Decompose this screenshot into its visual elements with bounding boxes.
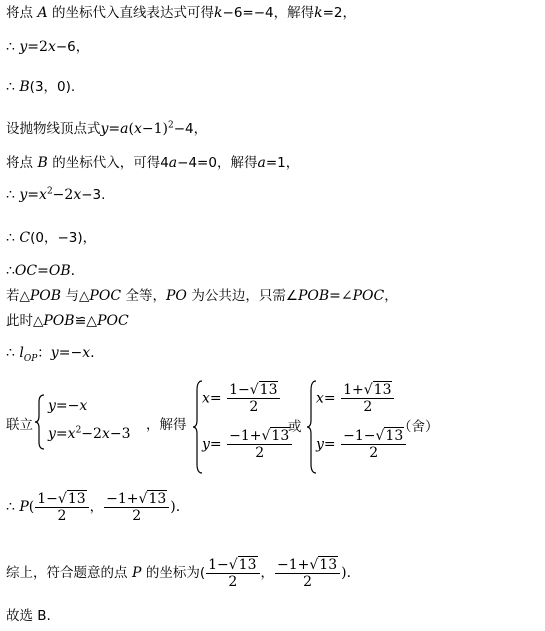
exponent: 2 xyxy=(168,120,174,131)
system-block xyxy=(0,378,545,478)
var: a xyxy=(168,155,178,171)
var: y xyxy=(19,39,28,55)
sqrt: √13 xyxy=(261,428,290,444)
var: P xyxy=(131,565,142,581)
var: a xyxy=(257,155,266,171)
text: 1+ xyxy=(343,382,364,398)
text: 的坐标为( xyxy=(145,565,206,581)
radicand: 13 xyxy=(238,556,257,573)
equation-row xyxy=(48,426,130,442)
text: . xyxy=(90,345,95,361)
fraction xyxy=(104,491,169,524)
text: 1− xyxy=(229,382,250,398)
var: POB xyxy=(297,288,330,304)
denominator: 2 xyxy=(303,573,313,590)
or-label: 或 xyxy=(288,419,302,435)
numerator xyxy=(341,382,394,399)
text: ( xyxy=(28,499,35,515)
radicand: 13 xyxy=(271,428,290,444)
fraction xyxy=(35,491,88,524)
text: = xyxy=(55,426,68,442)
text: . xyxy=(70,263,76,279)
denominator: 2 xyxy=(363,399,373,415)
therefore: ∴ xyxy=(6,499,15,515)
var: POB xyxy=(29,288,62,304)
var: OC xyxy=(14,263,38,279)
text: ). xyxy=(341,565,352,581)
sqrt: √13 xyxy=(249,382,278,398)
text: = xyxy=(209,436,222,453)
text: ). xyxy=(170,499,181,515)
text: =− xyxy=(55,398,80,414)
var: x xyxy=(101,426,110,442)
sqrt: √13 xyxy=(363,382,392,398)
therefore: ∴ xyxy=(6,263,15,279)
solution-two xyxy=(306,380,406,474)
line-parabola xyxy=(6,186,105,204)
text: −2 xyxy=(52,187,74,203)
exponent: 2 xyxy=(46,186,53,197)
line-conclusion xyxy=(6,553,351,593)
var: x xyxy=(67,426,76,442)
var: x xyxy=(47,39,56,55)
subscript: OP xyxy=(23,353,38,364)
text: = xyxy=(323,436,336,453)
var: x xyxy=(202,390,210,407)
radicand: 13 xyxy=(319,556,338,573)
text: = xyxy=(27,187,40,203)
text: = xyxy=(37,263,49,279)
text: ， xyxy=(260,565,274,581)
exponent: 2 xyxy=(75,425,82,436)
numerator xyxy=(275,557,340,574)
equation-row xyxy=(48,398,87,414)
therefore: ∴ xyxy=(6,345,15,361)
text: =− xyxy=(58,345,83,361)
var: POC xyxy=(89,288,122,304)
line-congruent xyxy=(6,312,129,330)
var: x xyxy=(39,187,47,203)
var: y xyxy=(202,436,210,453)
var: y xyxy=(19,187,28,203)
text: −1+ xyxy=(229,428,262,444)
sqrt: √13 xyxy=(138,490,167,507)
text: −1+ xyxy=(106,490,139,507)
solve-label: ，解得 xyxy=(146,417,187,433)
text: 的坐标代入，可得4 xyxy=(52,155,169,171)
line-oc-ob xyxy=(6,262,75,280)
radicand: 13 xyxy=(67,490,86,507)
reject-label: （舍） xyxy=(398,419,439,435)
sqrt: √13 xyxy=(57,490,86,507)
text: −3 xyxy=(109,426,131,442)
line-point-p xyxy=(6,487,180,527)
text: 为公共边，只需∠ xyxy=(191,288,298,304)
text: 全等， xyxy=(125,288,166,304)
solution-row-y xyxy=(316,428,407,461)
text: = xyxy=(108,121,121,137)
text: −6， xyxy=(55,39,90,55)
solution-row-y xyxy=(202,428,293,461)
line-point-b xyxy=(6,78,75,96)
var: P xyxy=(19,499,29,515)
radicand: 13 xyxy=(385,428,404,444)
simultaneous-label: 联立 xyxy=(6,417,33,433)
text: −6=−4，解得 xyxy=(222,5,315,21)
text: 1− xyxy=(208,556,229,573)
var: OB xyxy=(48,263,71,279)
denominator: 2 xyxy=(249,399,259,415)
text: −1+ xyxy=(277,556,310,573)
equation-system xyxy=(34,394,154,450)
var: k xyxy=(214,5,223,21)
denominator: 2 xyxy=(57,507,67,524)
var: l xyxy=(19,345,24,361)
var: y xyxy=(48,426,56,442)
denominator: 2 xyxy=(228,573,238,590)
line-vertex-form xyxy=(6,120,207,138)
line-line-equation xyxy=(6,38,89,56)
text: ( xyxy=(128,121,134,137)
text: = xyxy=(323,390,336,407)
line-congruence-condition xyxy=(6,287,398,305)
var: x xyxy=(316,390,324,407)
numerator xyxy=(35,491,88,508)
var: y xyxy=(316,436,324,453)
var: C xyxy=(19,230,31,246)
fraction xyxy=(227,382,280,415)
text: −1) xyxy=(141,121,168,137)
numerator xyxy=(206,557,259,574)
numerator xyxy=(104,491,169,508)
text: =2 xyxy=(27,39,48,55)
denominator: 2 xyxy=(132,507,142,524)
line-op-equation xyxy=(6,344,95,362)
text: 综上，符合题意的点 xyxy=(6,565,128,581)
var: POC xyxy=(352,288,385,304)
sqrt: √13 xyxy=(309,556,338,573)
var: x xyxy=(133,121,142,137)
solution-row-x xyxy=(202,382,281,415)
line-substitute-b xyxy=(6,154,299,172)
line-point-a xyxy=(6,4,356,22)
radicand: 13 xyxy=(373,382,392,398)
answer-text: 故选 B. xyxy=(6,608,51,624)
text: −1− xyxy=(343,428,376,444)
var: POC xyxy=(97,313,129,329)
var: PO xyxy=(165,288,187,304)
text: 与△ xyxy=(65,288,90,304)
fraction xyxy=(341,382,394,415)
text: ： xyxy=(37,345,51,361)
therefore: ∴ xyxy=(6,230,15,246)
var: x xyxy=(73,187,82,203)
text: −2 xyxy=(81,426,102,442)
var: POB xyxy=(43,313,75,329)
text: 的坐标代入直线表达式可得 xyxy=(52,5,215,21)
text: =1， xyxy=(265,155,300,171)
var: B xyxy=(37,155,48,171)
text: 此时△ xyxy=(6,313,44,329)
therefore: ∴ xyxy=(6,187,15,203)
text: =∠ xyxy=(329,288,353,304)
sqrt: √13 xyxy=(375,428,404,444)
var: A xyxy=(37,5,48,21)
text: −3. xyxy=(81,187,106,203)
text: ， xyxy=(384,288,398,304)
fraction xyxy=(275,557,340,590)
numerator xyxy=(341,428,406,445)
text: = xyxy=(209,390,222,407)
text: 将点 xyxy=(6,5,33,21)
text: 1− xyxy=(37,490,58,507)
line-answer xyxy=(6,607,51,625)
solution-one xyxy=(192,380,292,474)
var: y xyxy=(48,398,56,414)
line-point-c xyxy=(6,229,96,247)
text: =2， xyxy=(322,5,357,21)
text: 将点 xyxy=(6,155,33,171)
var: B xyxy=(19,79,30,95)
fraction xyxy=(227,428,292,461)
text: −4=0，解得 xyxy=(177,155,258,171)
numerator xyxy=(227,382,280,399)
fraction xyxy=(341,428,406,461)
left-brace xyxy=(34,394,46,450)
text: ≌△ xyxy=(74,313,98,329)
sqrt: √13 xyxy=(228,556,257,573)
fraction xyxy=(206,557,259,590)
text: 若△ xyxy=(6,288,30,304)
text: ， xyxy=(89,499,104,515)
denominator: 2 xyxy=(369,445,379,461)
text: (3，0). xyxy=(29,79,76,95)
var: k xyxy=(314,5,323,21)
var: y xyxy=(50,345,59,361)
therefore: ∴ xyxy=(6,39,15,55)
var: x xyxy=(82,345,91,361)
text: −4， xyxy=(173,121,208,137)
var: y xyxy=(100,121,109,137)
denominator: 2 xyxy=(255,445,265,461)
radicand: 13 xyxy=(259,382,278,398)
text: (0，−3)， xyxy=(30,230,97,246)
var: a xyxy=(120,121,129,137)
text: 设抛物线顶点式 xyxy=(6,121,101,137)
therefore: ∴ xyxy=(6,79,15,95)
radicand: 13 xyxy=(148,490,167,507)
var: x xyxy=(79,398,88,414)
numerator xyxy=(227,428,292,445)
solution-row-x xyxy=(316,382,395,415)
